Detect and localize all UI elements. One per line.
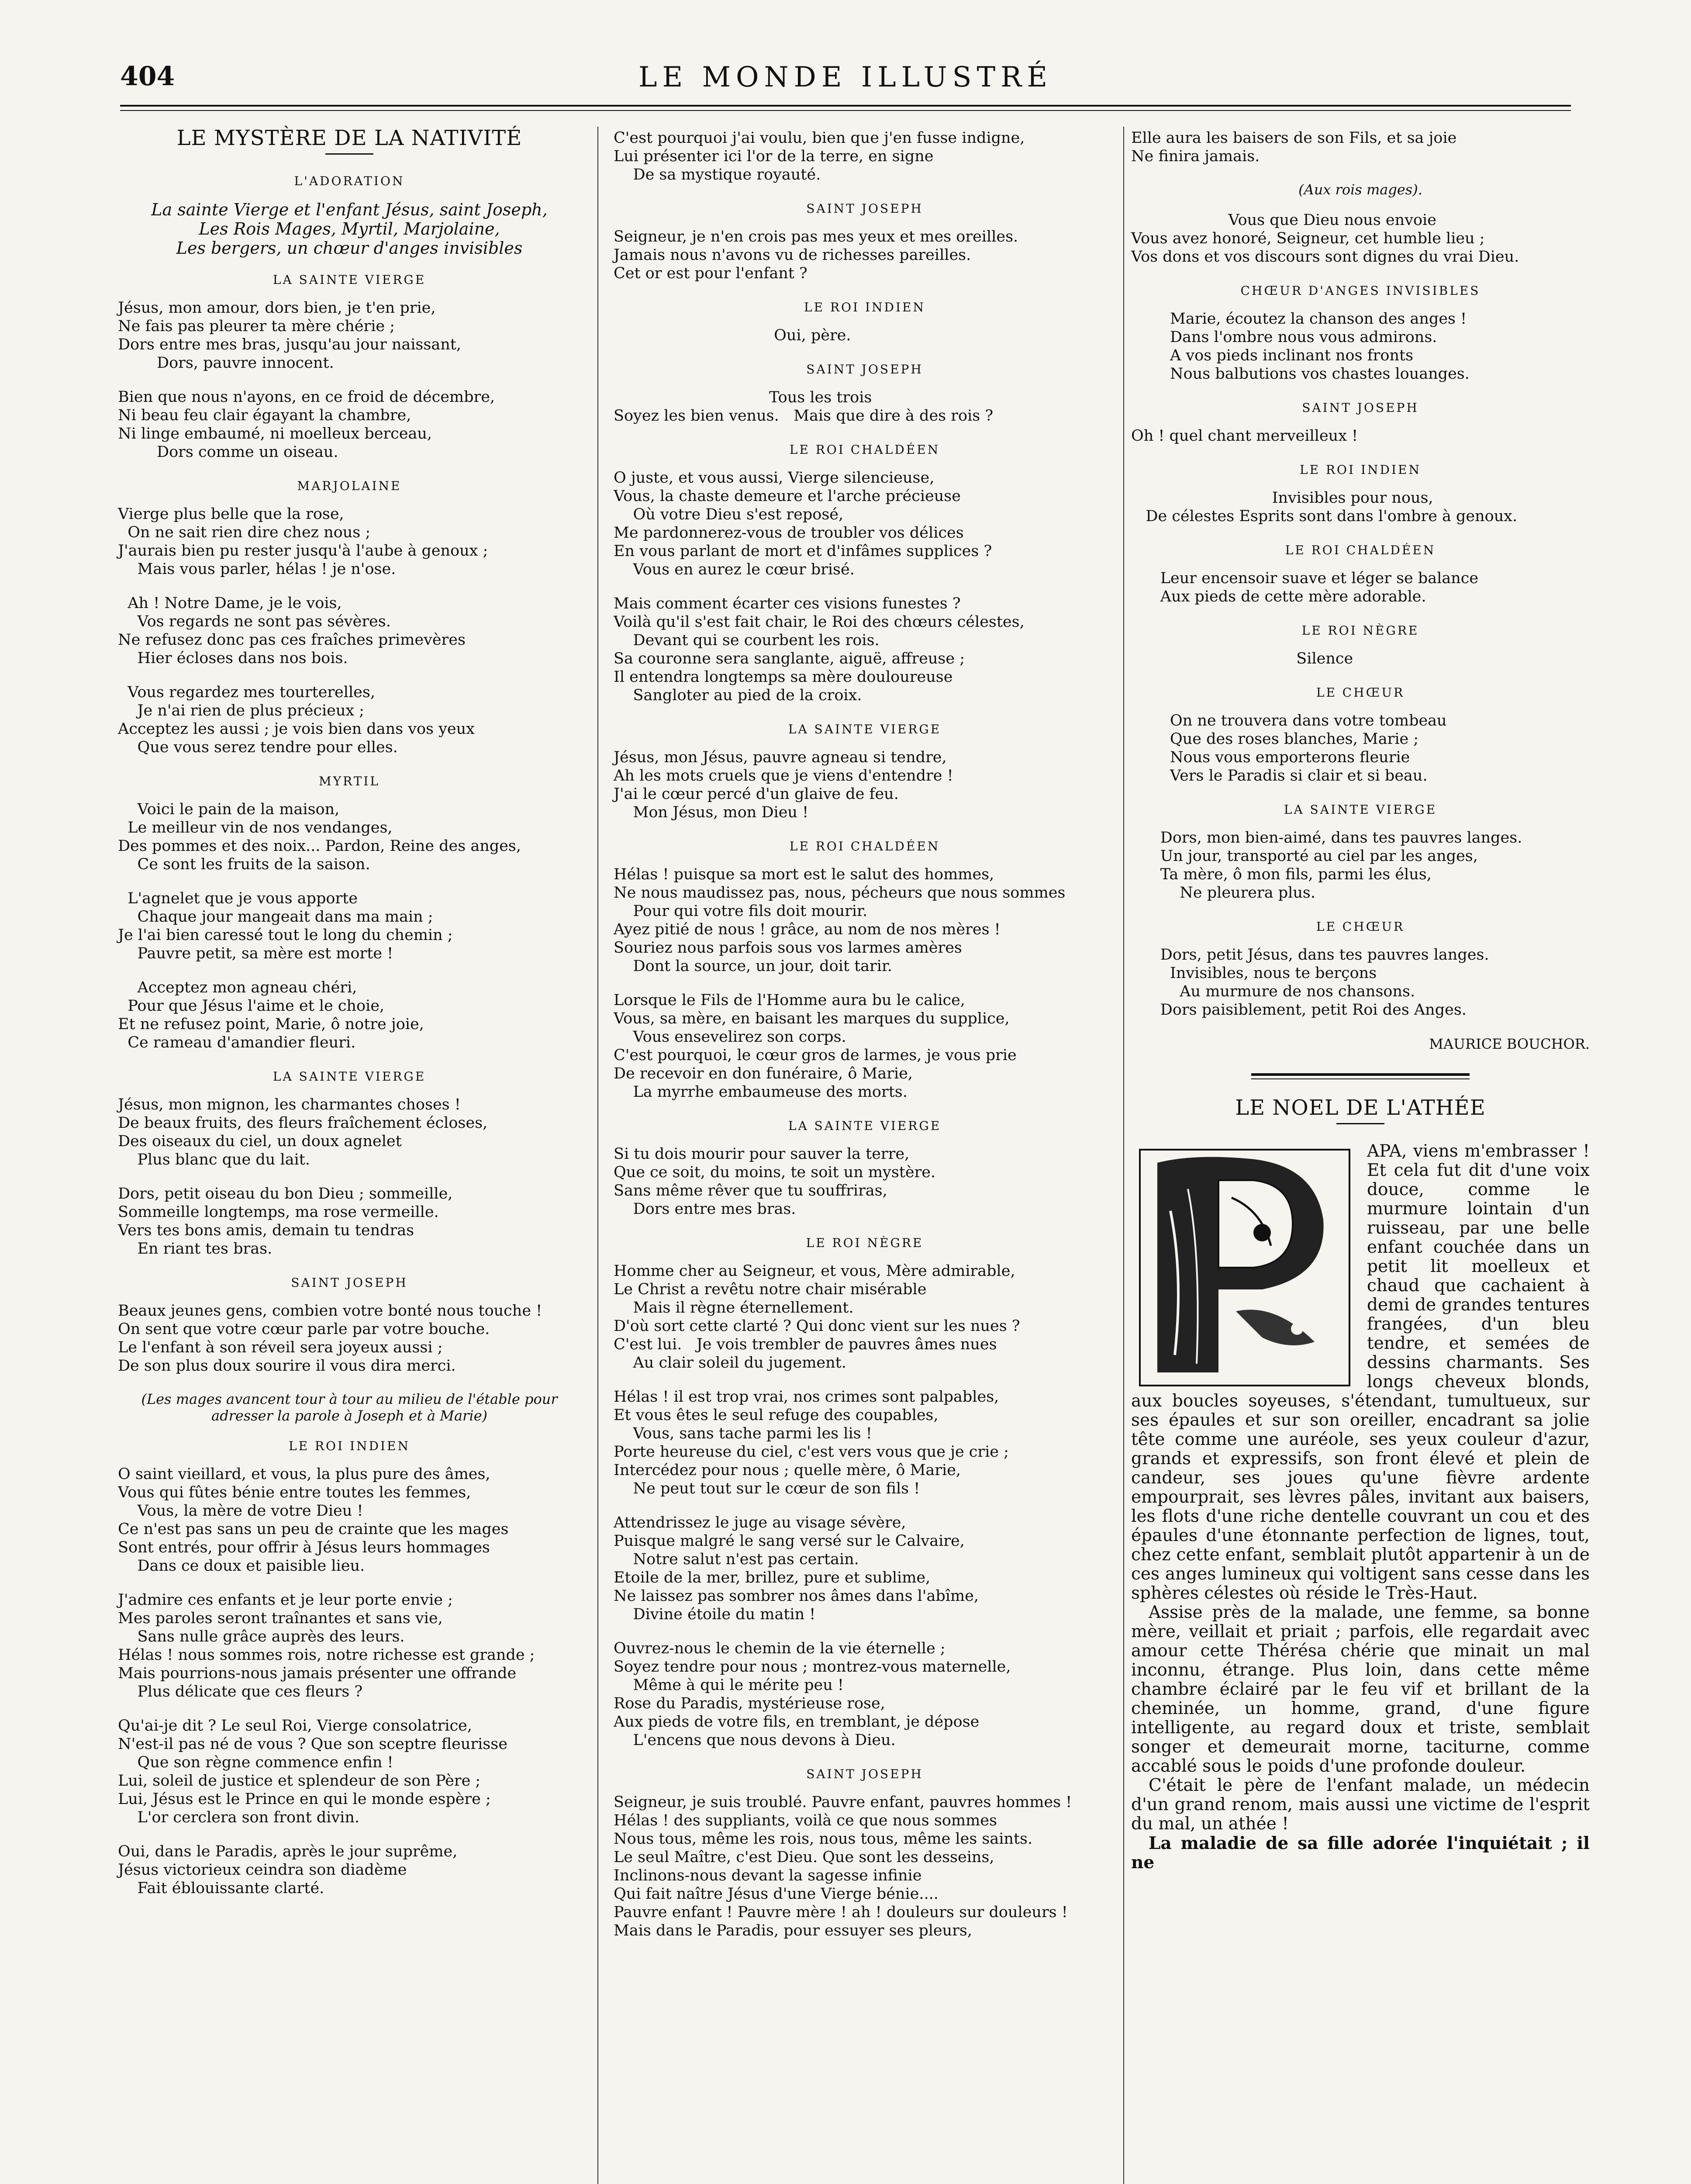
verse-line: Aux pieds de votre fils, en tremblant, je dépose	[614, 1713, 980, 1731]
verse-line: Ne peut tout sur le cœur de son fils !	[614, 1480, 920, 1497]
stanza	[1131, 829, 1590, 902]
speaker-name: SAINT JOSEPH	[806, 1767, 923, 1781]
cast-line: La sainte Vierge et l'enfant Jésus, saint Joseph,	[151, 200, 548, 219]
story-paragraph: APA, viens m'embrasser ! Et cela fut dit d'une voix douce, comme le murmure lointain d'un ruisseau, par une belle enfant couchée dans un petit lit moelleux et chaud que cachaient à demi de grandes tentures frangées, d'un bleu tendre, et semées de dessins charmants. Ses longs cheveux blonds, aux boucles soyeuses, s'étendant, tumultueux, sur ses épaules et sur son oreiller, encadrant sa jolie tête comme une auréole, ses yeux couleur d'azur, grands et expressifs, son front élevé et plein de candeur, ses joues qu'une fièvre ardente empourprait, ses lèvres pâles, invitant aux baisers, les flots d'une riche dentelle couvrant un cou et des épaules d'une étonnante perfection de lignes, tout, chez cette enfant, semblait plutôt appartenir à un de ces anges lumineux qui voltigent sans cesse dans les sphères célestes où réside le Très-Haut.	[1131, 1141, 1590, 1603]
stanza	[118, 1842, 581, 1897]
verse-line: Que vous serez tendre pour elles.	[118, 739, 398, 756]
author-signature: MAURICE BOUCHOR.	[1429, 1036, 1590, 1052]
verse-line: Hélas ! nous sommes rois, notre richesse est grande ;	[118, 1646, 535, 1664]
verse-line: Divine étoile du matin !	[614, 1606, 816, 1623]
verse-line: Hélas ! puisque sa mort est le salut des hommes,	[614, 866, 994, 883]
stanza	[1131, 489, 1590, 525]
speaker-name: MARJOLAINE	[297, 479, 402, 493]
verse-line: Dors paisiblement, petit Roi des Anges.	[1131, 1001, 1467, 1019]
stanza	[614, 388, 1116, 425]
stanza	[614, 1145, 1116, 1218]
verse-line: Vous regardez mes tourterelles,	[118, 684, 375, 701]
verse-line: Ce sont les fruits de la saison.	[118, 856, 370, 873]
verse-line: Dors entre mes bras, jusqu'au jour naissant,	[118, 336, 461, 353]
cast-list	[118, 200, 581, 258]
verse-line: Mon Jésus, mon Dieu !	[614, 804, 809, 821]
stanza	[614, 1639, 1116, 1749]
verse-line: Ta mère, ô mon fils, parmi les élus,	[1131, 866, 1432, 883]
verse-line: Et vous êtes le seul refuge des coupables,	[614, 1406, 939, 1424]
stanza	[118, 505, 581, 578]
verse-line: Porte heureuse du ciel, c'est vers vous que je crie ;	[614, 1443, 1009, 1461]
verse-line: Qui fait naître Jésus d'une Vierge bénie....	[614, 1885, 939, 1903]
verse-line: Pauvre petit, sa mère est morte !	[118, 945, 393, 962]
verse-line: Marie, écoutez la chanson des anges !	[1131, 310, 1467, 328]
stanza	[614, 991, 1116, 1101]
verse-line: Seigneur, je suis troublé. Pauvre enfant, pauvres hommes !	[614, 1794, 1072, 1811]
verse-line: Ne refusez donc pas ces fraîches primevères	[118, 631, 466, 649]
stanza	[118, 1591, 581, 1701]
verse-line: Pauvre enfant ! Pauvre mère ! ah ! douleurs sur douleurs !	[614, 1904, 1068, 1921]
stage-direction: (Les mages avancent tour à tour au milieu de l'étable pour adresser la parole à Joseph et à Marie)	[141, 1391, 558, 1424]
verse-line: Puisque malgré le sang versé sur le Calvaire,	[614, 1532, 965, 1550]
speaker-name: SAINT JOSEPH	[806, 201, 923, 216]
stanza	[1131, 310, 1590, 383]
verse-line: C'est lui. Je vois trembler de pauvres âmes nues	[614, 1336, 997, 1353]
verse-line: L'or cerclera son front divin.	[118, 1809, 359, 1826]
stanza	[1131, 211, 1590, 266]
article-title: LE MYSTÈRE DE LA NATIVITÉ	[176, 126, 522, 150]
verse-line: Vos dons et vos discours sont dignes du vrai Dieu.	[1131, 248, 1519, 266]
masthead: LE MONDE ILLUSTRÉ	[638, 61, 1053, 93]
page-header	[120, 61, 1571, 105]
stanza	[1131, 427, 1590, 445]
verse-line: Homme cher au Seigneur, et vous, Mère admirable,	[614, 1262, 1015, 1280]
stanza	[614, 1388, 1116, 1498]
speaker-name: SAINT JOSEPH	[1302, 401, 1419, 415]
verse-line: A vos pieds inclinant nos fronts	[1131, 347, 1414, 364]
verse-line: O saint vieillard, et vous, la plus pure des âmes,	[118, 1465, 490, 1483]
verse-blocks	[1131, 211, 1590, 1019]
verse-line: Lorsque le Fils de l'Homme aura bu le calice,	[614, 992, 965, 1009]
verse-line: Ne fais pas pleurer ta mère chérie ;	[118, 318, 395, 335]
verse-line: Rose du Paradis, mystérieuse rose,	[614, 1695, 885, 1712]
stanza	[118, 1302, 581, 1375]
stanza	[118, 889, 581, 963]
verse-line: Lui, soleil de justice et splendeur de son Père ;	[118, 1772, 481, 1790]
verse-line: Vous ensevelirez son corps.	[614, 1028, 846, 1046]
verse-line: Sans même rêver que tu souffriras,	[614, 1182, 887, 1199]
verse-line: Ne nous maudissez pas, nous, pécheurs que nous sommes	[614, 884, 1066, 902]
stanza	[614, 326, 1116, 345]
speaker-name: CHŒUR D'ANGES INVISIBLES	[1240, 283, 1480, 298]
verse-line: Dors comme un oiseau.	[118, 443, 338, 461]
column-3	[1131, 129, 1590, 1872]
verse-line: Vous, sans tache parmi les lis !	[614, 1425, 872, 1442]
verse-blocks	[118, 1437, 581, 1897]
verse-line: Ce rameau d'amandier fleuri.	[118, 1034, 356, 1051]
verse-line: Lui, Jésus est le Prince en qui le monde espère ;	[118, 1790, 491, 1808]
section-heading: L'ADORATION	[294, 174, 405, 188]
verse-line: Ni linge embaumé, ni moelleux berceau,	[118, 425, 432, 442]
stanza	[118, 299, 581, 372]
verse-line: Je n'ai rien de plus précieux ;	[118, 702, 365, 719]
verse-line: Oui, dans le Paradis, après le jour suprême,	[118, 1843, 458, 1860]
verse-line: Ayez pitié de nous ! grâce, au nom de nos mères !	[614, 921, 1001, 938]
stanza	[614, 1793, 1116, 1940]
verse-line: Vos regards ne sont pas sévères.	[118, 613, 391, 630]
verse-line: Leur encensoir suave et léger se balance	[1131, 570, 1479, 587]
verse-line: Il entendra longtemps sa mère douloureuse	[614, 668, 953, 686]
verse-line: Vous en aurez le cœur brisé.	[614, 561, 855, 578]
verse-line: Jamais nous n'avons vu de richesses pareilles.	[614, 246, 971, 264]
verse-line: Même à qui le mérite peu !	[614, 1676, 844, 1694]
verse-line: Seigneur, je n'en crois pas mes yeux et mes oreilles.	[614, 228, 1018, 245]
verse-line: Ni beau feu clair égayant la chambre,	[118, 407, 411, 424]
verse-line: Vierge plus belle que la rose,	[118, 505, 344, 523]
verse-line: Nous balbutions vos chastes louanges.	[1131, 365, 1470, 383]
verse-line: Sa couronne sera sanglante, aiguë, affreuse ;	[614, 650, 965, 667]
verse-line: Un jour, transporté au ciel par les anges,	[1131, 847, 1478, 865]
verse-line: Inclinons-nous devant la sagesse infinie	[614, 1867, 922, 1884]
verse-line: Notre salut n'est pas certain.	[614, 1551, 859, 1568]
verse-line: Vous, la chaste demeure et l'arche précieuse	[614, 487, 961, 505]
verse-line: On ne sait rien dire chez nous ;	[118, 524, 371, 541]
verse-line: Mais comment écarter ces visions funestes ?	[614, 595, 961, 612]
verse-line: De beaux fruits, des fleurs fraîchement écloses,	[118, 1114, 488, 1132]
verse-line: De son plus doux sourire il vous dira merci.	[118, 1357, 456, 1375]
speaker-name: LE ROI INDIEN	[289, 1439, 410, 1453]
cast-line: Les Rois Mages, Myrtil, Marjolaine,	[199, 219, 500, 238]
verse-line: J'aurais bien pu rester jusqu'à l'aube à genoux ;	[118, 542, 488, 560]
verse-line: Mais dans le Paradis, pour essuyer ses pleurs,	[614, 1922, 972, 1939]
verse-line: Jésus, mon mignon, les charmantes choses !	[118, 1096, 461, 1113]
stanza	[614, 228, 1116, 283]
verse-line: En riant tes bras.	[118, 1240, 273, 1258]
verse-blocks	[614, 129, 1116, 1940]
verse-line: Dans l'ombre nous vous admirons.	[1131, 328, 1437, 346]
column-divider	[1123, 127, 1124, 2184]
verse-line: Vers le Paradis si clair et si beau.	[1131, 767, 1428, 784]
verse-line: C'est pourquoi j'ai voulu, bien que j'en fusse indigne,	[614, 129, 1025, 147]
verse-line: Dors, pauvre innocent.	[118, 354, 334, 372]
verse-line: Et ne refusez point, Marie, ô notre joie,	[118, 1016, 424, 1033]
stanza	[1131, 569, 1590, 606]
verse-line: Acceptez les aussi ; je vois bien dans vos yeux	[118, 720, 475, 738]
section-separator	[1251, 1073, 1470, 1079]
verse-line: On ne trouvera dans votre tombeau	[1131, 712, 1447, 729]
verse-line: Souriez nous parfois sous vos larmes amères	[614, 939, 962, 957]
stage-direction: (Aux rois mages).	[1298, 181, 1422, 198]
verse-line: Qu'ai-je dit ? Le seul Roi, Vierge consolatrice,	[118, 1717, 472, 1735]
stanza	[614, 748, 1116, 822]
verse-line: De recevoir en don funéraire, ô Marie,	[614, 1065, 913, 1082]
speaker-name: LE ROI NÈGRE	[806, 1236, 924, 1250]
verse-line: Pour qui votre fils doit mourir.	[614, 902, 868, 920]
speaker-name: SAINT JOSEPH	[291, 1275, 408, 1290]
verse-line: Voici le pain de la maison,	[118, 801, 340, 818]
verse-line: C'est pourquoi, le cœur gros de larmes, je vous prie	[614, 1047, 1017, 1064]
verse-line: N'est-il pas né de vous ? Que son sceptre fleurisse	[118, 1735, 507, 1753]
verse-line: J'admire ces enfants et je leur porte envie ;	[118, 1591, 453, 1609]
verse-line: Jésus, mon amour, dors bien, je t'en prie,	[118, 299, 436, 317]
verse-line: Vous avez honoré, Seigneur, cet humble lieu ;	[1131, 230, 1485, 247]
verse-line: Mais vous parler, hélas ! je n'ose.	[118, 560, 396, 578]
verse-line: Mais il règne éternellement.	[614, 1299, 854, 1317]
speaker-name: LE CHŒUR	[1316, 685, 1405, 700]
speaker-name: LE ROI INDIEN	[804, 300, 925, 314]
story-paragraph: La maladie de sa fille adorée l'inquiétait ; il ne	[1131, 1833, 1590, 1873]
stanza	[118, 683, 581, 757]
verse-line: Oui, père.	[614, 327, 851, 344]
stanza	[614, 1262, 1116, 1372]
verse-line: Hélas ! il est trop vrai, nos crimes sont palpables,	[614, 1388, 999, 1406]
verse-line: Ne laissez pas sombrer nos âmes dans l'abîme,	[614, 1587, 979, 1605]
verse-line: Des oiseaux du ciel, un doux agnelet	[118, 1133, 402, 1150]
verse-line: On sent que votre cœur parle par votre bouche.	[118, 1320, 490, 1338]
verse-line: Des pommes et des noix... Pardon, Reine des anges,	[118, 837, 521, 855]
verse-line: Le seul Maître, c'est Dieu. Que sont les desseins,	[614, 1849, 994, 1866]
page-number: 404	[120, 61, 175, 92]
verse-line: Voilà qu'il s'est fait chair, le Roi des chœurs célestes,	[614, 613, 1025, 631]
stanza	[118, 978, 581, 1052]
stanza	[614, 865, 1116, 975]
verse-line: Lui présenter ici l'or de la terre, en signe	[614, 148, 934, 165]
verse-line: Dans ce doux et paisible lieu.	[118, 1557, 365, 1575]
stanza	[614, 1514, 1116, 1624]
stanza	[614, 469, 1116, 579]
verse-line: Sont entrés, pour offrir à Jésus leurs hommages	[118, 1539, 490, 1556]
verse-line: Beaux jeunes gens, combien votre bonté nous touche !	[118, 1302, 542, 1320]
verse-line: Mes paroles seront traînantes et sans vie,	[118, 1610, 443, 1627]
story-body	[1131, 1142, 1590, 1872]
speaker-name: LA SAINTE VIERGE	[273, 1069, 426, 1084]
verse-line: Ce n'est pas sans un peu de crainte que les mages	[118, 1521, 509, 1538]
verse-line: Dors entre mes bras.	[614, 1200, 796, 1218]
verse-line: Silence	[1131, 650, 1353, 667]
verse-line: De célestes Esprits sont dans l'ombre à genoux.	[1131, 508, 1518, 525]
title-rule	[1336, 1123, 1384, 1124]
verse-line: Invisibles, nous te berçons	[1131, 964, 1377, 982]
verse-line: Attendrissez le juge au visage sévère,	[614, 1514, 906, 1531]
speaker-name: LE ROI CHALDÉEN	[1285, 543, 1436, 557]
stanza	[1131, 712, 1590, 785]
story-title: LE NOEL DE L'ATHÉE	[1235, 1095, 1486, 1120]
story-paragraph: Assise près de la malade, une femme, sa bonne mère, veillait et priait ; parfois, elle regardait avec amour cette Thérésa chérie que minait un mal inconnu, étrange. Plus loin, dans cette même chambre éclairé par le feu vif et brillant de la cheminée, un homme, grand, d'une figure intelligente, au regard doux et triste, semblait songer et demeurait morne, taciturne, comme accablé sous le poids d'une profonde douleur.	[1131, 1603, 1590, 1776]
verse-line: Tous les trois	[614, 389, 872, 406]
header-rule	[120, 105, 1571, 111]
column-2	[614, 129, 1116, 1956]
verse-line: Vous que Dieu nous envoie	[1131, 211, 1436, 229]
verse-line: Que ce soit, du moins, te soit un mystère.	[614, 1164, 936, 1181]
verse-line: Le meilleur vin de nos vendanges,	[118, 819, 393, 836]
verse-line: Acceptez mon agneau chéri,	[118, 979, 357, 996]
stanza	[614, 129, 1116, 184]
verse-line: Fait éblouissante clarté.	[118, 1880, 324, 1897]
verse-line: J'ai le cœur percé d'un glaive de feu.	[614, 785, 899, 803]
speaker-name: MYRTIL	[318, 774, 380, 788]
speaker-name: LA SAINTE VIERGE	[273, 273, 426, 287]
stanza	[118, 1717, 581, 1827]
verse-line: Je l'ai bien caressé tout le long du chemin ;	[118, 926, 453, 944]
illuminated-initial-image	[1131, 1145, 1358, 1390]
verse-line: En vous parlant de mort et d'infâmes supplices ?	[614, 543, 992, 560]
verse-line: Mais pourrions-nous jamais présenter une offrande	[118, 1665, 517, 1682]
speaker-name: LE ROI INDIEN	[1300, 463, 1421, 477]
speaker-name: SAINT JOSEPH	[806, 362, 923, 377]
stanza	[118, 594, 581, 667]
speaker-name: LA SAINTE VIERGE	[788, 722, 942, 736]
story-paragraph: C'était le père de l'enfant malade, un médecin d'un grand renom, mais aussi une victime de l'esprit du mal, un athée !	[1131, 1776, 1590, 1834]
verse-line: Bien que nous n'ayons, en ce froid de décembre,	[118, 388, 495, 406]
verse-line: Cet or est pour l'enfant ?	[614, 265, 808, 282]
verse-line: Jésus, mon Jésus, pauvre agneau si tendre,	[614, 749, 947, 766]
verse-line: Hélas ! des suppliants, voilà ce que nous sommes	[614, 1812, 997, 1829]
verse-line: Nous tous, même les rois, nous tous, même les saints.	[614, 1830, 1033, 1848]
speaker-name: LA SAINTE VIERGE	[788, 1119, 942, 1133]
stanza	[614, 594, 1116, 705]
verse-line: Que son règne commence enfin !	[118, 1754, 393, 1771]
stanza	[118, 1465, 581, 1575]
verse-line: Jésus victorieux ceindra son diadème	[118, 1861, 407, 1879]
verse-line: Chaque jour mangeait dans ma main ;	[118, 908, 433, 926]
verse-line: Vous, la mère de votre Dieu !	[118, 1502, 363, 1520]
verse-line: Plus délicate que ces fleurs ?	[118, 1683, 363, 1700]
verse-line: Etoile de la mer, brillez, pure et sublime,	[614, 1569, 931, 1586]
speaker-name: LA SAINTE VIERGE	[1284, 802, 1437, 817]
speaker-name: LE ROI NÈGRE	[1301, 623, 1419, 638]
verse-line: Dont la source, un jour, doit tarir.	[614, 957, 892, 975]
verse-line: Invisibles pour nous,	[1131, 489, 1433, 507]
verse-line: Oh ! quel chant merveilleux !	[1131, 427, 1358, 445]
verse-line: Elle aura les baisers de son Fils, et sa joie	[1131, 129, 1457, 147]
title-rule	[325, 153, 373, 155]
stanza	[118, 800, 581, 874]
verse-line: Ne pleurera plus.	[1131, 884, 1315, 902]
stanza	[1131, 129, 1590, 166]
stanza	[118, 1185, 581, 1258]
verse-line: Intercédez pour nous ; quelle mère, ô Marie,	[614, 1462, 961, 1479]
speaker-name: LE ROI CHALDÉEN	[789, 442, 940, 457]
speaker-name: LE ROI CHALDÉEN	[789, 839, 940, 854]
verse-blocks	[118, 271, 581, 1375]
verse-line: Aux pieds de cette mère adorable.	[1131, 588, 1426, 605]
verse-line: La myrrhe embaumeuse des morts.	[614, 1083, 908, 1101]
verse-line: Sans nulle grâce auprès des leurs.	[118, 1628, 405, 1645]
verse-line: De sa mystique royauté.	[614, 166, 821, 183]
column-1	[118, 126, 581, 1913]
stanza	[1131, 946, 1590, 1019]
verse-line: Le Christ a revêtu notre chair misérable	[614, 1281, 927, 1298]
verse-line: Vous, sa mère, en baisant les marques du supplice,	[614, 1010, 1010, 1027]
verse-line: Ah les mots cruels que je viens d'entendre !	[614, 767, 953, 784]
cast-line: Les bergers, un chœur d'anges invisibles	[176, 238, 523, 258]
verse-line: Me pardonnerez-vous de troubler vos délices	[614, 524, 964, 542]
verse-line: Le l'enfant à son réveil sera joyeux aussi ;	[118, 1339, 443, 1356]
verse-line: Sangloter au pied de la croix.	[614, 687, 862, 704]
verse-line: Au murmure de nos chansons.	[1131, 983, 1415, 1000]
verse-line: Où votre Dieu s'est reposé,	[614, 506, 844, 523]
verse-line: Pour que Jésus l'aime et le choie,	[118, 997, 385, 1015]
speaker-name: LE CHŒUR	[1316, 919, 1405, 934]
verse-line: Dors, petit Jésus, dans tes pauvres langes.	[1131, 946, 1489, 964]
verse-line: Nous vous emporterons fleurie	[1131, 749, 1410, 766]
verse-line: Que des roses blanches, Marie ;	[1131, 730, 1419, 748]
verse-line: Au clair soleil du jugement.	[614, 1354, 846, 1372]
verse-line: Ouvrez-nous le chemin de la vie éternelle ;	[614, 1640, 946, 1657]
verse-line: Vers tes bons amis, demain tu tendras	[118, 1222, 414, 1239]
verse-line: O juste, et vous aussi, Vierge silencieuse,	[614, 469, 935, 487]
verse-blocks	[1131, 129, 1590, 166]
column-divider	[597, 127, 598, 2184]
verse-line: Ne finira jamais.	[1131, 148, 1260, 165]
verse-line: Devant qui se courbent les rois.	[614, 632, 880, 649]
verse-line: Sommeille longtemps, ma rose vermeille.	[118, 1203, 439, 1221]
verse-line: L'encens que nous devons à Dieu.	[614, 1731, 896, 1749]
verse-line: Si tu dois mourir pour sauver la terre,	[614, 1145, 910, 1163]
verse-line: Dors, mon bien-aimé, dans tes pauvres langes.	[1131, 829, 1522, 847]
verse-line: D'où sort cette clarté ? Qui donc vient sur les nues ?	[614, 1317, 1020, 1335]
verse-line: Soyez tendre pour nous ; montrez-vous maternelle,	[614, 1658, 1011, 1676]
verse-line: Hier écloses dans nos bois.	[118, 650, 348, 667]
stanza	[118, 388, 581, 461]
stanza	[118, 1095, 581, 1169]
verse-line: Vous qui fûtes bénie entre toutes les femmes,	[118, 1484, 471, 1501]
verse-line: L'agnelet que je vous apporte	[118, 890, 358, 907]
verse-line: Ah ! Notre Dame, je le vois,	[118, 594, 342, 612]
stanza	[1131, 650, 1590, 668]
verse-line: Plus blanc que du lait.	[118, 1151, 310, 1168]
verse-line: Dors, petit oiseau du bon Dieu ; sommeille,	[118, 1185, 453, 1203]
verse-line: Soyez les bien venus. Mais que dire à des rois ?	[614, 407, 994, 425]
